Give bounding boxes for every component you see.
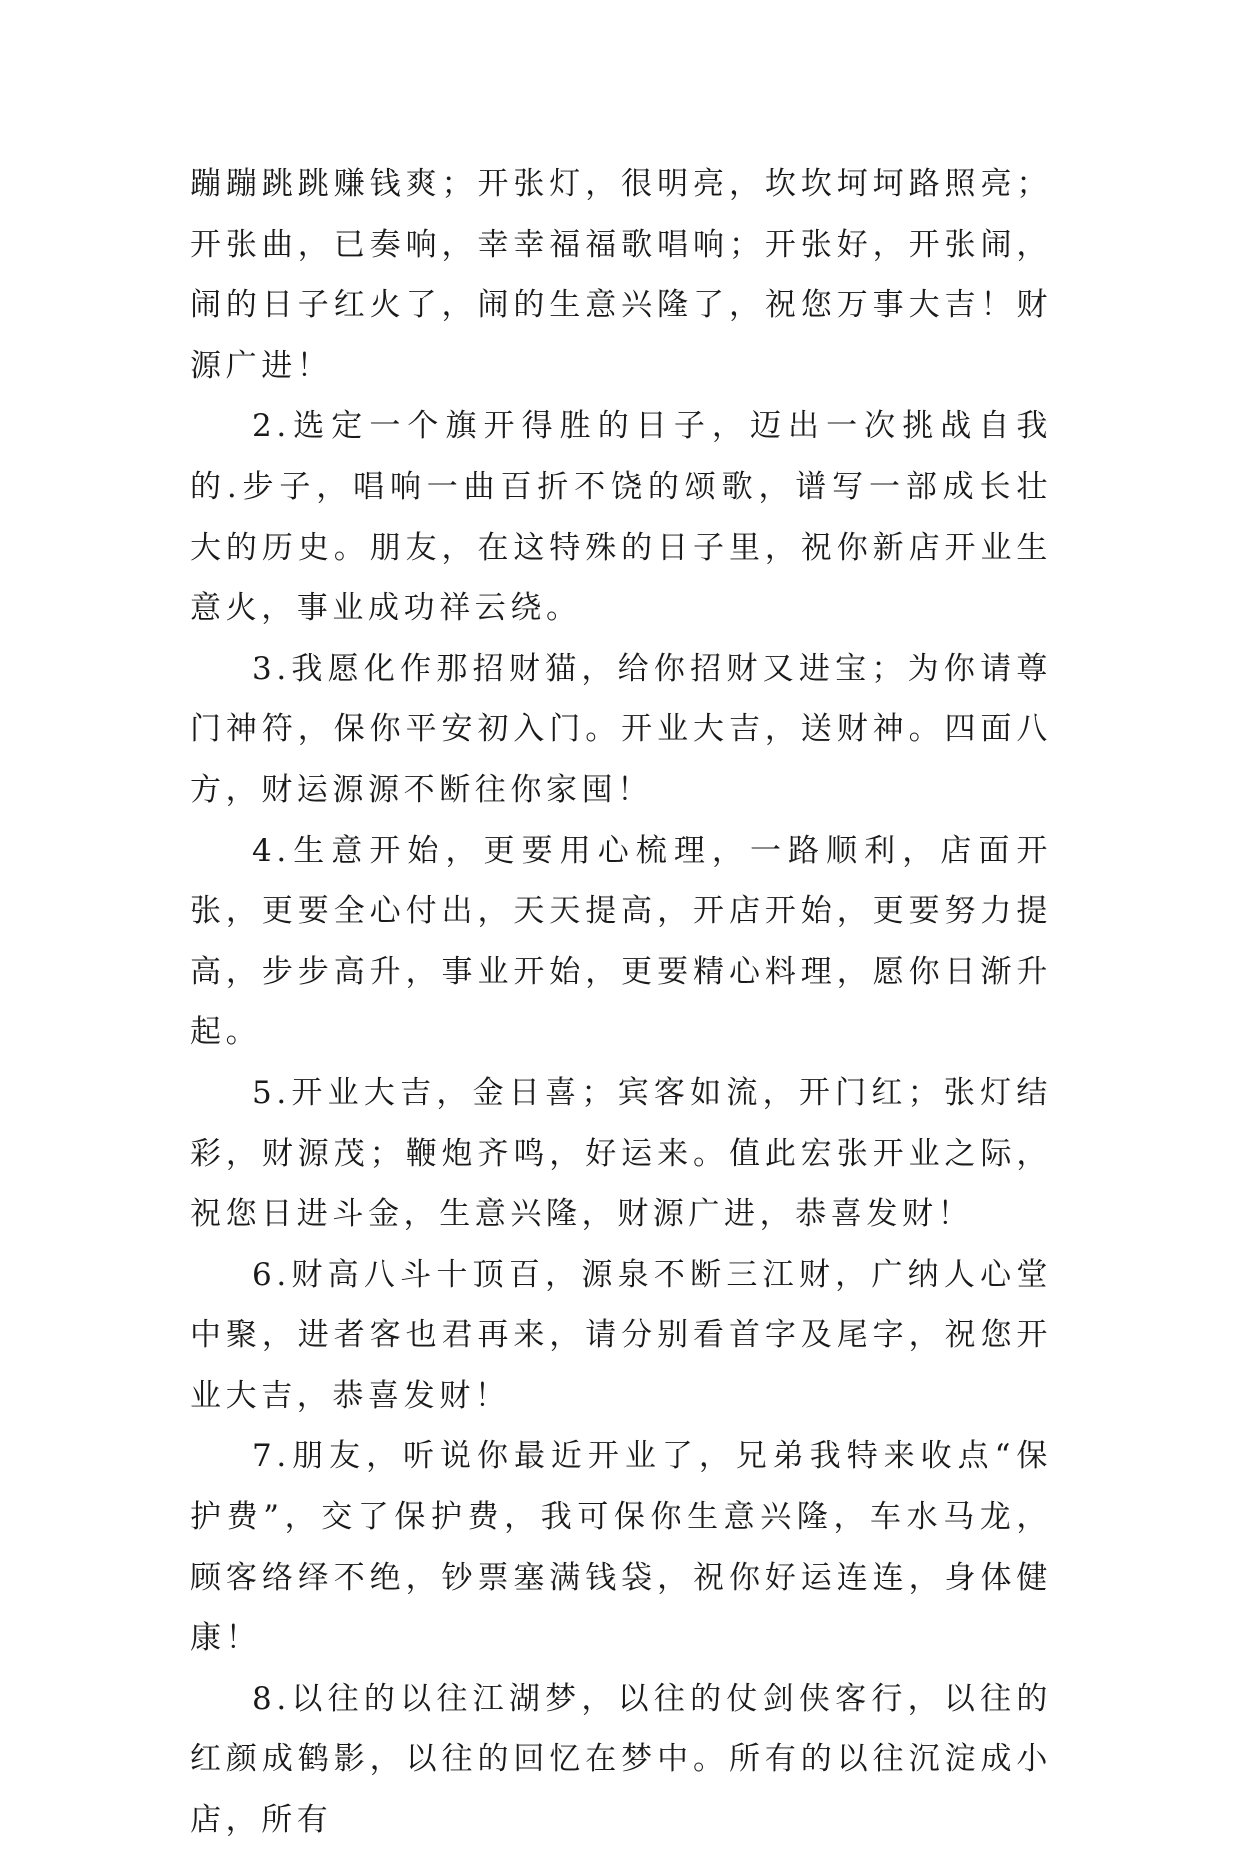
paragraph-continuation: 蹦蹦跳跳赚钱爽；开张灯，很明亮，坎坎坷坷路照亮；开张曲，已奏响，幸幸福福歌唱响；开张好，开张闹，闹的日子红火了，闹的生意兴隆了，祝您万事大吉！财源广进！ — [190, 166, 1052, 384]
paragraph-item-7: 7.朋友，听说你最近开业了，兄弟我特来收点“保护费”，交了保护费，我可保你生意兴隆，车水马龙，顾客络绎不绝，钞票塞满钱袋，祝你好运连连，身体健康！ — [190, 1438, 1052, 1657]
document-body — [190, 154, 1052, 1851]
paragraph-item-2: 2.选定一个旗开得胜的日子，迈出一次挑战自我的.步子，唱响一曲百折不饶的颂歌，谱写一部成长壮大的历史。朋友，在这特殊的日子里，祝你新店开业生意火，事业成功祥云绕。 — [190, 408, 1052, 627]
paragraph-item-6: 6.财高八斗十顶百，源泉不断三江财，广纳人心堂中聚，进者客也君再来，请分别看首字及尾字，祝您开业大吉，恭喜发财！ — [190, 1256, 1052, 1414]
paragraph-item-5: 5.开业大吉，金日喜；宾客如流，开门红；张灯结彩，财源茂；鞭炮齐鸣，好运来。值此宏张开业之际，祝您日进斗金，生意兴隆，财源广进，恭喜发财！ — [190, 1074, 1052, 1233]
paragraph-item-3: 3.我愿化作那招财猫，给你招财又进宝；为你请尊门神符，保你平安初入门。开业大吉，送财神。四面八方，财运源源不断往你家囤！ — [190, 650, 1052, 808]
paragraph-item-8: 8.以往的以往江湖梦，以往的仗剑侠客行，以往的红颜成鹤影，以往的回忆在梦中。所有的以往沉淀成小店，所有 — [190, 1680, 1052, 1839]
paragraph-item-4: 4.生意开始，更要用心梳理，一路顺利，店面开张，更要全心付出，天天提高，开店开始，更要努力提高，步步高升，事业开始，更要精心料理，愿你日渐升起。 — [190, 832, 1052, 1051]
